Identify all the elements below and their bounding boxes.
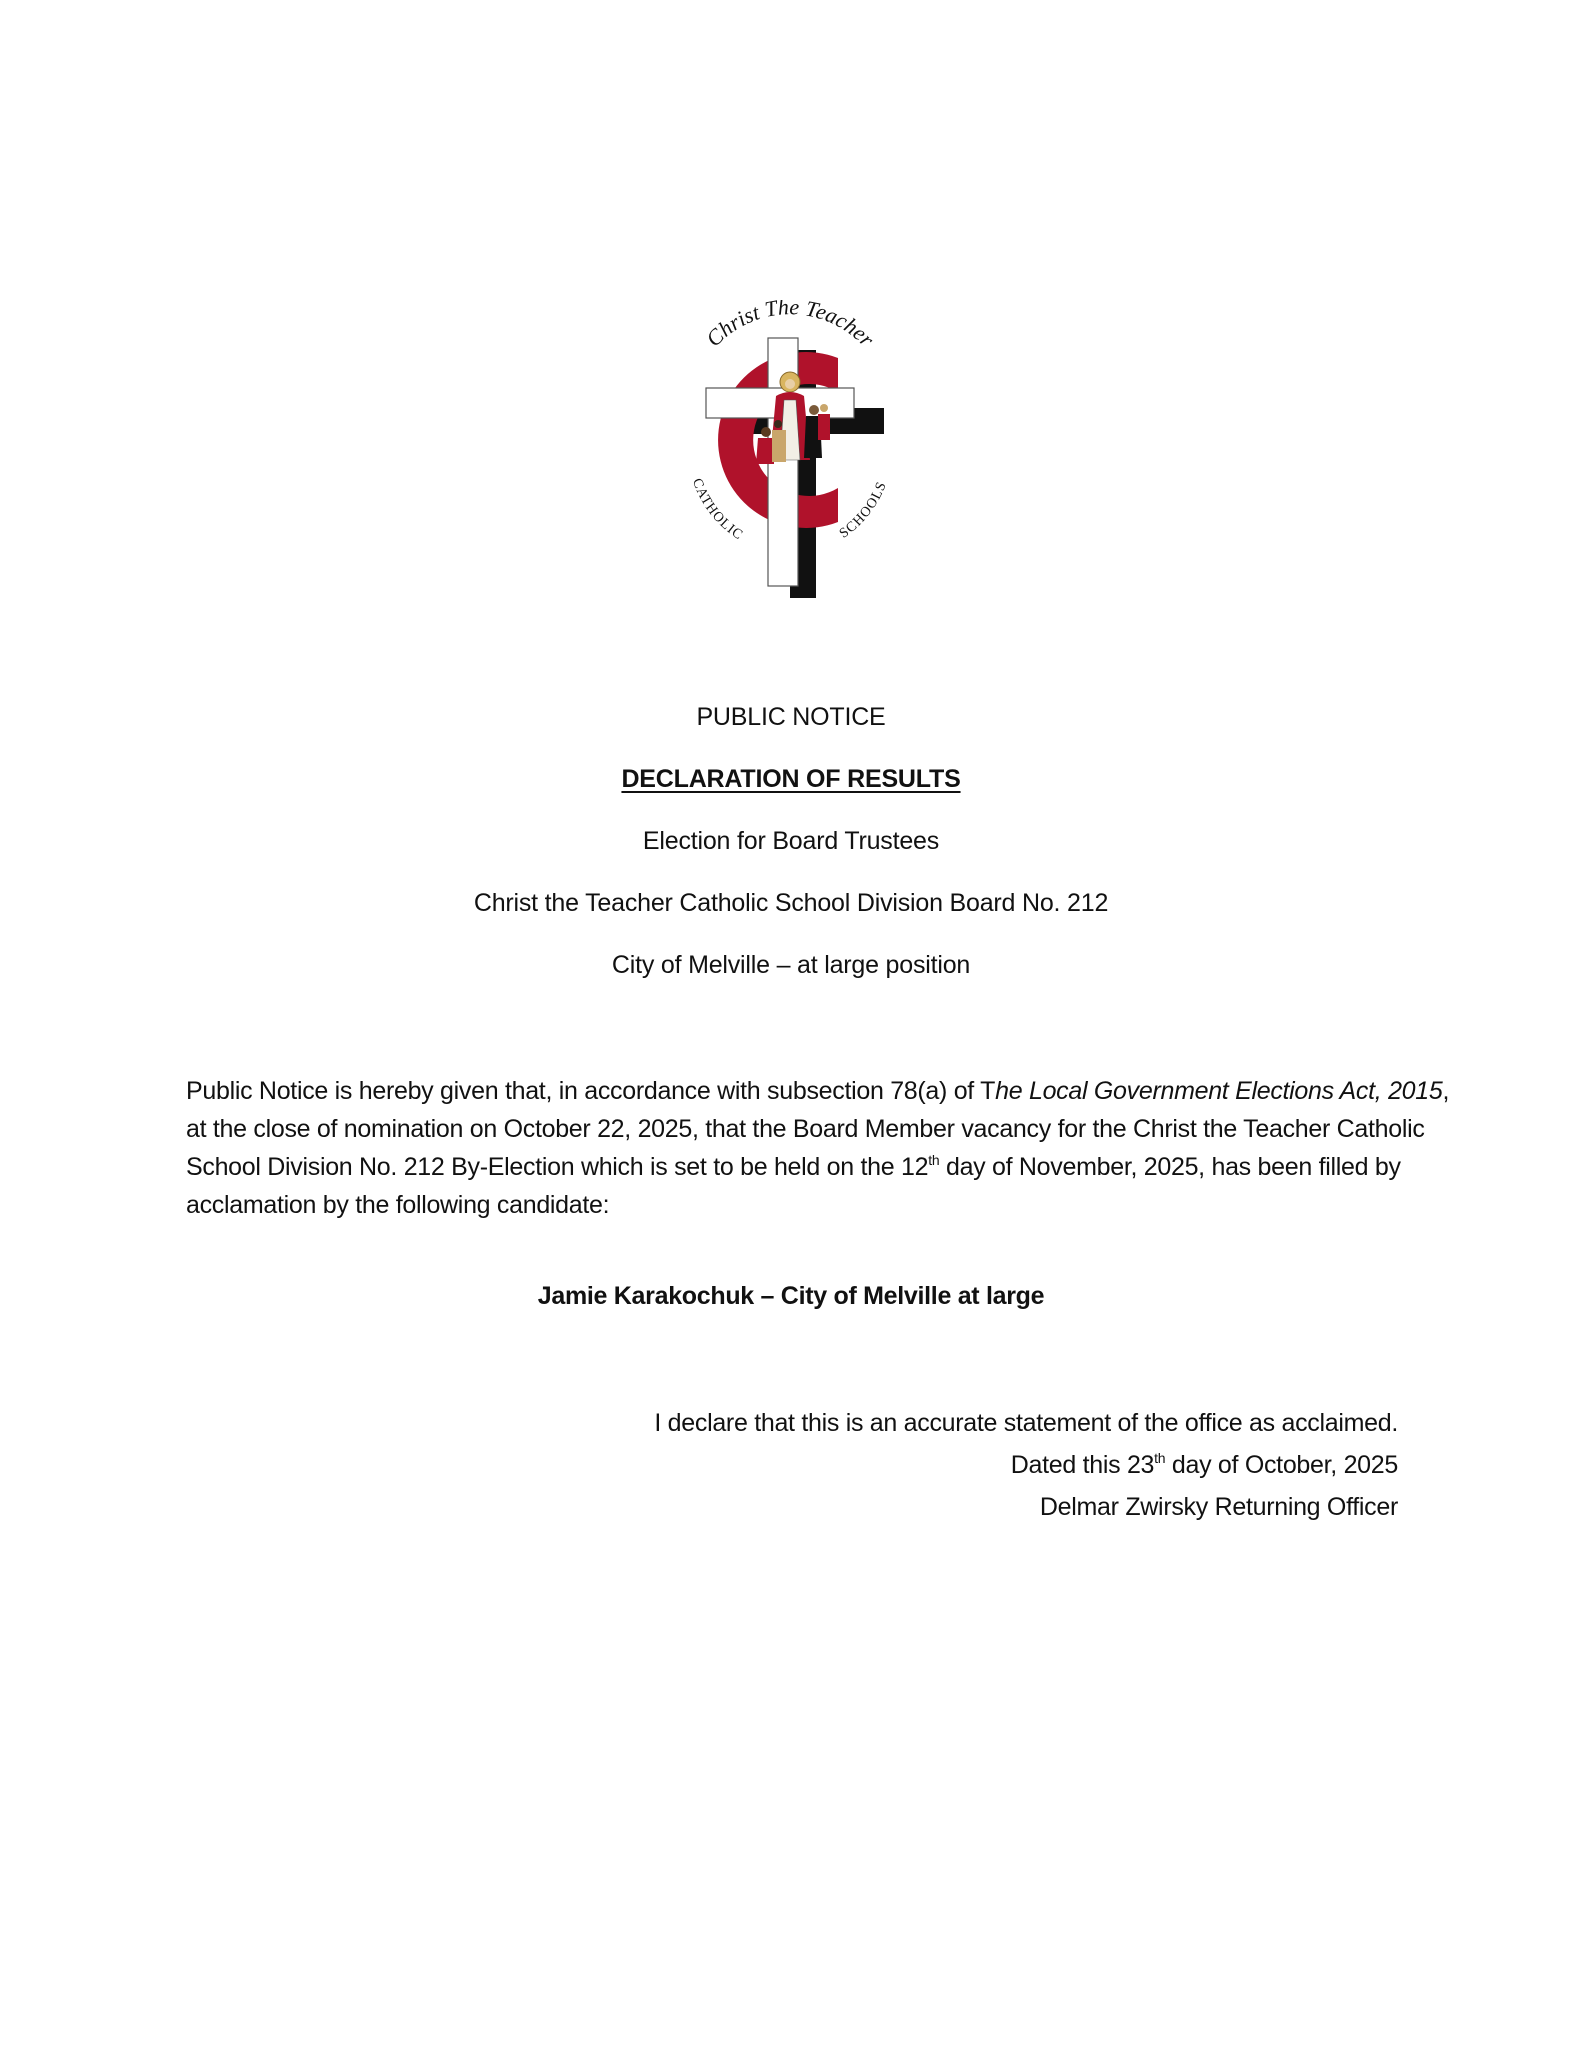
board-name: Christ the Teacher Catholic School Division Board No. 212 xyxy=(473,889,1109,917)
returning-officer: Delmar Zwirsky Returning Officer xyxy=(1039,1493,1398,1521)
election-subtitle: Election for Board Trustees xyxy=(642,827,940,855)
date-prefix: Dated this 23 xyxy=(1010,1451,1155,1479)
christ-the-teacher-logo xyxy=(670,300,910,600)
document-title: DECLARATION OF RESULTS xyxy=(621,765,961,793)
act-title: he Local Government Elections Act, 2015 xyxy=(995,1077,1443,1105)
paragraph-text: , at the close of nomination on October 22, 2025, that the Board Member vacancy for the Christ the Teacher Catholic School Division No. 212 By-Election which is set to be held on the xyxy=(186,1077,1450,1181)
logo-top-text: Christ The Teacher xyxy=(700,300,880,352)
public-notice-label: PUBLIC NOTICE xyxy=(696,703,886,731)
notice-paragraph xyxy=(186,1072,1456,1224)
logo-left-text: CATHOLIC xyxy=(688,476,746,544)
paragraph-text: day of November, 2025, has been filled by acclamation by the following candidate: xyxy=(186,1153,1401,1219)
paragraph-text: Public Notice is hereby given that, in accordance with subsection 78(a) of T xyxy=(186,1077,996,1105)
acclaimed-candidate: Jamie Karakochuk – City of Melville at large xyxy=(537,1282,1045,1310)
declaration-block xyxy=(654,1402,1398,1528)
ordinal-suffix: th xyxy=(1154,1450,1166,1466)
election-day: 12 xyxy=(901,1153,929,1181)
declaration-statement: I declare that this is an accurate statement of the office as acclaimed. xyxy=(654,1409,1398,1437)
position-name: City of Melville – at large position xyxy=(611,951,971,979)
date-suffix: day of October, 2025 xyxy=(1165,1451,1398,1479)
logo-right-text: SCHOOLS xyxy=(836,479,891,542)
ordinal-suffix: th xyxy=(928,1152,940,1168)
declaration-date xyxy=(654,1444,1398,1486)
